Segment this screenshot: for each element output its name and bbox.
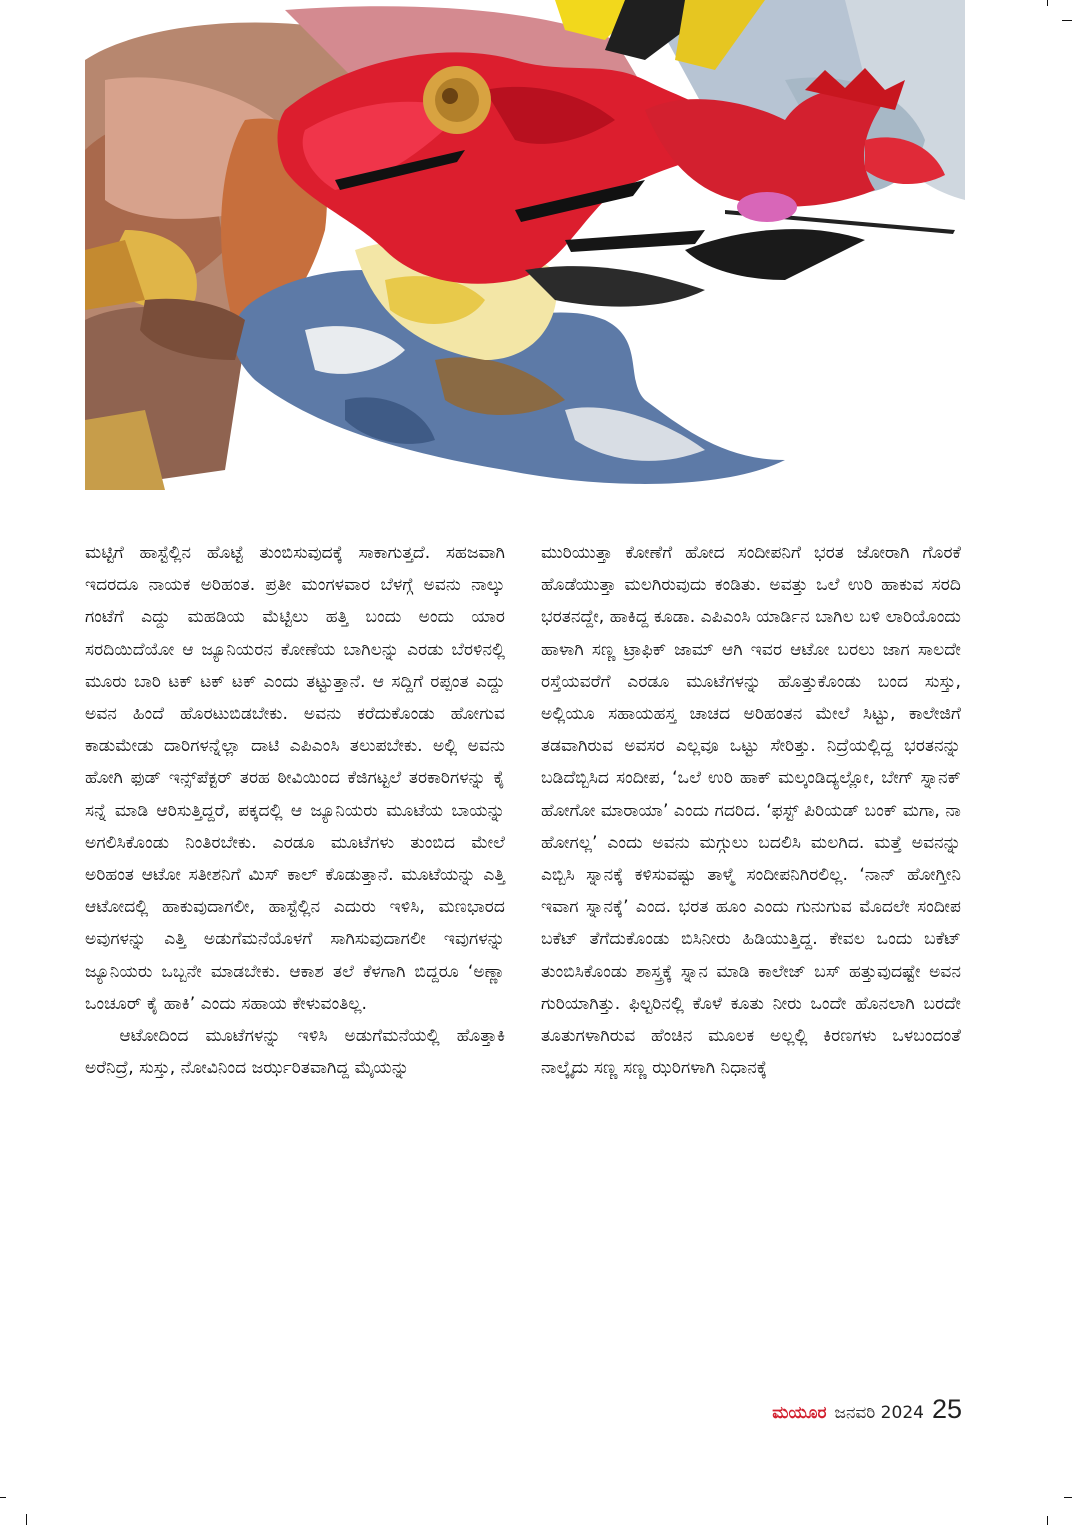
page-footer bbox=[772, 1394, 962, 1430]
crop-mark-top-right bbox=[1062, 20, 1072, 21]
crop-mark-top bbox=[1047, 0, 1048, 6]
crop-mark-bottom-right-v bbox=[1047, 1516, 1048, 1525]
page-number: 25 bbox=[931, 1394, 962, 1424]
abstract-fish-painting bbox=[85, 0, 965, 490]
article-column-right bbox=[541, 537, 961, 1084]
paragraph: ಮಟ್ಟಿಗೆ ಹಾಸ್ಟೆಲ್ಲಿನ ಹೊಟ್ಟೆ ತುಂಬಿಸುವುದಕ್ಕೆ ಸಾಕಾಗುತ್ತದೆ. ಸಹಜವಾಗಿ ಇದರದೂ ನಾಯಕ ಅರಿಹಂತ. ಪ್ರತೀ ಮಂಗಳವಾರ ಬೆಳಗ್ಗೆ ಅವನು ನಾಲ್ಕು ಗಂಟೆಗೆ ಎದ್ದು ಮಹಡಿಯ ಮೆಟ್ಟಿಲು ಹತ್ತಿ ಬಂದು ಅಂದು ಯಾರ ಸರದಿಯಿದೆಯೋ ಆ ಜ್ಯೂನಿಯರನ ಕೋಣೆಯ ಬಾಗಿಲನ್ನು ಎರಡು ಬೆರಳಿನಲ್ಲಿ ಮೂರು ಬಾರಿ ಟಕ್ ಟಕ್ ಟಕ್ ಎಂದು ತಟ್ಟುತ್ತಾನೆ. ಆ ಸದ್ದಿಗೆ ರಪ್ಪಂತ ಎದ್ದು ಅವನ ಹಿಂದೆ ಹೊರಟುಬಿಡಬೇಕು. ಅವನು ಕರೆದುಕೊಂಡು ಹೋಗುವ ಕಾಡುಮೇಡು ದಾರಿಗಳನ್ನೆಲ್ಲಾ ದಾಟಿ ಎಪಿಎಂಸಿ ತಲುಪಬೇಕು. ಅಲ್ಲಿ ಅವನು ಹೋಗಿ ಫುಡ್ ಇನ್ಸ್‌ಪೆಕ್ಟರ್ ತರಹ ಠೀವಿಯಿಂದ ಕೆಜಿಗಟ್ಟಲೆ ತರಕಾರಿಗಳನ್ನು ಕೈ ಸನ್ನೆ ಮಾಡಿ ಆರಿಸುತ್ತಿದ್ದರೆ, ಪಕ್ಕದಲ್ಲಿ ಆ ಜ್ಯೂನಿಯರು ಮೂಟೆಯ ಬಾಯನ್ನು ಅಗಲಿಸಿಕೊಂಡು ನಿಂತಿರಬೇಕು. ಎರಡೂ ಮೂಟೆಗಳು ತುಂಬಿದ ಮೇಲೆ ಅರಿಹಂತ ಆಟೋ ಸತೀಶನಿಗೆ ಮಿಸ್ ಕಾಲ್ ಕೊಡುತ್ತಾನೆ. ಮೂಟೆಯನ್ನು ಎತ್ತಿ ಆಟೋದಲ್ಲಿ ಹಾಕುವುದಾಗಲೀ, ಹಾಸ್ಟೆಲ್ಲಿನ ಎದುರು ಇಳಿಸಿ, ಮಣಭಾರದ ಅವುಗಳನ್ನು ಎತ್ತಿ ಅಡುಗೆಮನೆಯೊಳಗೆ ಸಾಗಿಸುವುದಾಗಲೀ ಇವುಗಳನ್ನು ಜ್ಯೂನಿಯರು ಒಬ್ಬನೇ ಮಾಡಬೇಕು. ಆಕಾಶ ತಲೆ ಕೆಳಗಾಗಿ ಬಿದ್ದರೂ ‘ಅಣ್ಣಾ ಒಂಚೂರ್ ಕೈ ಹಾಕಿ’ ಎಂದು ಸಹಾಯ ಕೇಳುವಂತಿಲ್ಲ. bbox=[85, 543, 505, 1014]
crop-mark-bottom-right bbox=[1064, 1497, 1072, 1498]
magazine-name: ಮಯೂರ bbox=[772, 1403, 827, 1423]
paragraph: ಮುರಿಯುತ್ತಾ ಕೋಣೆಗೆ ಹೋದ ಸಂದೀಪನಿಗೆ ಭರತ ಜೋರಾಗಿ ಗೊರಕೆ ಹೊಡೆಯುತ್ತಾ ಮಲಗಿರುವುದು ಕಂಡಿತು. ಅವತ್ತು ಒಲೆ ಉರಿ ಹಾಕುವ ಸರದಿ ಭರತನದ್ದೇ, ಹಾಕಿದ್ದ ಕೂಡಾ. ಎಪಿಎಂಸಿ ಯಾರ್ಡಿನ ಬಾಗಿಲ ಬಳಿ ಲಾರಿಯೊಂದು ಹಾಳಾಗಿ ಸಣ್ಣ ಟ್ರಾಫಿಕ್ ಜಾಮ್ ಆಗಿ ಇವರ ಆಟೋ ಬರಲು ಜಾಗ ಸಾಲದೇ ರಸ್ತೆಯವರೆಗೆ ಎರಡೂ ಮೂಟೆಗಳನ್ನು ಹೊತ್ತುಕೊಂಡು ಬಂದ ಸುಸ್ತು, ಅಲ್ಲಿಯೂ ಸಹಾಯಹಸ್ತ ಚಾಚದ ಅರಿಹಂತನ ಮೇಲೆ ಸಿಟ್ಟು, ಕಾಲೇಜಿಗೆ ತಡವಾಗಿರುವ ಅವಸರ ಎಲ್ಲವೂ ಒಟ್ಟು ಸೇರಿತ್ತು. ನಿದ್ರೆಯಲ್ಲಿದ್ದ ಭರತನನ್ನು ಬಡಿದೆಬ್ಬಿಸಿದ ಸಂದೀಪ, ‘ಒಲೆ ಉರಿ ಹಾಕ್ ಮಲ್ಕಂಡಿದ್ಯಲ್ಲೋ, ಬೇಗ್ ಸ್ನಾನಕ್ ಹೋಗೋ ಮಾರಾಯಾ’ ಎಂದು ಗದರಿದ. ‘ಫಸ್ಟ್ ಪಿರಿಯಡ್ ಬಂಕ್ ಮಗಾ, ನಾ ಹೋಗಲ್ಲ’ ಎಂದು ಅವನು ಮಗ್ಗುಲು ಬದಲಿಸಿ ಮಲಗಿದ. ಮತ್ತೆ ಅವನನ್ನು ಎಬ್ಬಿಸಿ ಸ್ನಾನಕ್ಕೆ ಕಳಿಸುವಷ್ಟು ತಾಳ್ಮೆ ಸಂದೀಪನಿಗಿರಲಿಲ್ಲ. ‘ನಾನ್ ಹೋಗ್ತೀನಿ ಇವಾಗ ಸ್ನಾನಕ್ಕೆ’ ಎಂದ. ಭರತ ಹೂಂ ಎಂದು ಗುನುಗುವ ಮೊದಲೇ ಸಂದೀಪ ಬಕೆಟ್ ತೆಗೆದುಕೊಂಡು ಬಿಸಿನೀರು ಹಿಡಿಯುತ್ತಿದ್ದ. ಕೇವಲ ಒಂದು ಬಕೆಟ್ ತುಂಬಿಸಿಕೊಂಡು ಶಾಸ್ತ್ರಕ್ಕೆ ಸ್ನಾನ ಮಾಡಿ ಕಾಲೇಜ್ ಬಸ್ ಹತ್ತುವುದಷ್ಟೇ ಅವನ ಗುರಿಯಾಗಿತ್ತು. ಫಿಲ್ಟರಿನಲ್ಲಿ ಕೊಳೆ ಕೂತು ನೀರು ಒಂದೇ ಹೊನಲಾಗಿ ಬರದೇ ತೂತುಗಳಾಗಿರುವ ಹೆಂಚಿನ ಮೂಲಕ ಅಲ್ಲಲ್ಲಿ ಕಿರಣಗಳು ಒಳಬಂದಂತೆ ನಾಲ್ಕೈದು ಸಣ್ಣ ಸಣ್ಣ ಝರಿಗಳಾಗಿ ನಿಧಾನಕ್ಕೆ bbox=[541, 543, 961, 1079]
article-illustration bbox=[85, 0, 965, 490]
issue-date: ಜನವರಿ 2024 bbox=[834, 1403, 924, 1423]
paragraph: ಆಟೋದಿಂದ ಮೂಟೆಗಳನ್ನು ಇಳಿಸಿ ಅಡುಗೆಮನೆಯಲ್ಲಿ ಹೊತ್ತಾಕಿ ಅರೆನಿದ್ರೆ, ಸುಸ್ತು, ನೋವಿನಿಂದ ಜರ್ಝರಿತವಾಗಿದ್ದ ಮೈಯನ್ನು bbox=[85, 1026, 505, 1079]
crop-mark-left bbox=[0, 1497, 6, 1498]
crop-mark-bottom bbox=[26, 1514, 27, 1525]
article-column-left bbox=[85, 537, 505, 1084]
